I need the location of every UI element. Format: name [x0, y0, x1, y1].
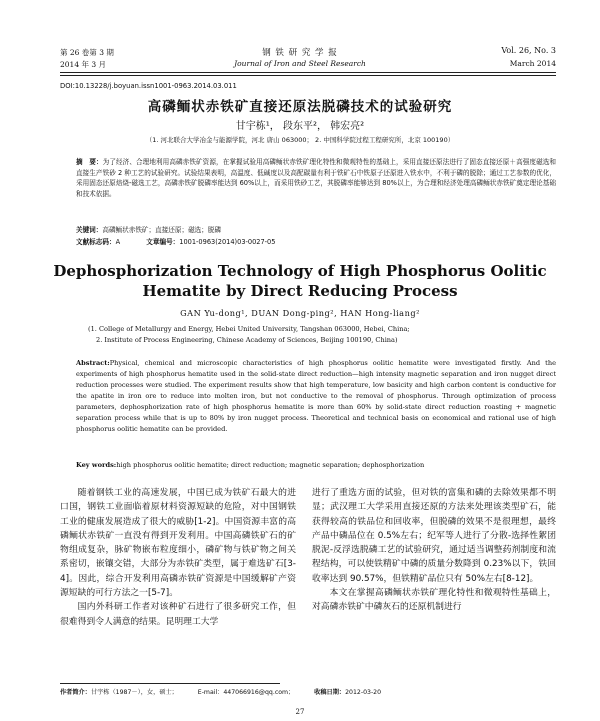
body-right-paragraph-2: 本文在掌握高磷鲕状赤铁矿理化特性和微观特性基础上，对高磷赤铁矿中磷灰石的还原机制进行 [312, 588, 556, 613]
body-left-paragraph-2: 国内外科研工作者对该种矿石进行了很多研究工作，但很难得到令人满意的结果。昆明理工大学 [60, 602, 296, 627]
header-journal-en: Journal of Iron and Steel Research [234, 59, 366, 68]
footnote-author-label: 作者简介： [60, 689, 91, 696]
footnote-rule [60, 683, 280, 684]
body-right-paragraph-1: 进行了重选方面的试验，但对铁的富集和磷的去除效果都不明显；武汉理工大学采用直接还原的方法来处理该类型矿石，能获得较高的铁品位和回收率，但脱磷的效果不是很理想，最终产品中磷品位在 0.5%左右；纪军等人进行了分散-选择性絮团脱泥-反浮选脱磷工艺的试验研究，通过适当调整药剂制度和流程结构，可以使铁精矿中磷的质量分数降到 0.23%以下，铁回收率达到 90.57%，但铁精矿品位只有 50%左右[8-12]。 [312, 488, 556, 584]
body-left-paragraph-1: 随着钢铁工业的高速发展，中国已成为铁矿石最大的进口国，钢铁工业面临着原材料资源短缺的危险，对中国钢铁工业的健康发展造成了很大的威胁[1-2]。中国资源丰富的高磷鲕状赤铁矿一直没有得到开发利用。中国高磷铁矿石的矿物组成复杂，脉矿物嵌布粒度细小，磷矿物与铁矿物之间关系密切，嵌镶交错，大部分为赤铁矿类型，属于难选矿石[3-4]。因此，综合开发利用高磷赤铁矿资源是中国缓解矿产资源短缺的可行方法之一[5-7]。 [60, 488, 296, 599]
en-affiliation-2: 2. Institute of Process Engineering, Chinese Academy of Sciences, Beijing 100190, China) [96, 336, 398, 344]
en-keywords [76, 461, 556, 469]
header-journal-cn: 钢 铁 研 究 学 报 [262, 48, 338, 58]
cn-affiliation: （1. 河北联合大学冶金与能源学院，河北 唐山 063000； 2. 中国科学院过程工程研究所，北京 100190） [145, 136, 455, 144]
en-abstract-text: Physical, chemical and microscopic characteristics of high phosphorus oolitic hematite were investigated firstly. And the experiments of high phosphorus hematite used in the solid-state direct reduction—high intensity magnetic separation and iron nugget direct reduction processes were studied. The experiment results show that high temperature, low basicity and high carbon content is conductive for the apatite in iron ore to reduce into molten iron, but not conductive to the removal of phosphorus. Through optimization of process parameters, dephosphorization rate of high phosphorus hematite is more than 60% by solid-state direct reduction roasting + magnetic separation process while that is up to 80% by iron nugget process. Theoretical and technical basis on economical and rational use of high phosphorus oolitic hematite can be provided. [76, 359, 556, 433]
en-title-line-2: Hematite by Direct Reducing Process [142, 282, 458, 300]
cn-abstract-label: 摘 要： [76, 158, 103, 166]
body-right-column [312, 486, 556, 615]
footnote-received: 2012-03-20 [345, 689, 382, 696]
en-title-line-1: Dephosphorization Technology of High Phosphorus Oolitic [53, 262, 547, 280]
footnote-email-label: E-mail： [197, 689, 224, 696]
doi: DOI:10.13228/j.boyuan.issn1001-0963.2014.03.011 [60, 82, 237, 90]
header-rule [60, 72, 556, 73]
en-keywords-label: Key words: [76, 461, 117, 469]
cn-abstract-text: 为了经济、合理地利用高磷赤铁矿资源，在掌握试验用高磷鲕状赤铁矿理化特性和微观特性的基础上，采用直接还原法进行了固态直接还原＋高强度磁选和直接生产铁砂 2 种工艺的试验研究。试验结果表明，高温度、低碱度以及高配碳量有利于铁矿石中铁原子还原进入铁水中，不利于磷的脱除；通过工艺参数的优化，采用固态还原焙烧-磁选工艺，高磷赤铁矿脱磷率能达到 60%以上，而采用铁砂工艺，其脱磷率能够达到 80%以上，为合理和经济处理高磷鲕状赤铁矿奠定理论基础和技术依据。 [76, 158, 556, 198]
cn-authors: 甘宇栋¹， 段东平²， 韩宏亮² [235, 121, 365, 132]
footnote-author: 甘宇栋（1987－），女，硕士； [90, 689, 178, 696]
page-number: 27 [295, 708, 305, 716]
en-authors: GAN Yu-dong¹, DUAN Dong-ping², HAN Hong-liang² [180, 308, 420, 318]
cn-keywords [76, 224, 556, 234]
en-abstract [76, 358, 556, 435]
footnote [60, 687, 560, 696]
cn-clc-label: 文献标志码： [76, 238, 116, 246]
cn-article-no: 1001-0963(2014)03-0027-05 [179, 238, 276, 246]
en-affiliation-1: (1. College of Metallurgy and Energy, Hebei United University, Tangshan 063000, Hebei, China; [88, 325, 410, 333]
footnote-email: 447066916@qq.com； [223, 689, 295, 696]
header-date-cn: 2014 年 3 月 [60, 60, 107, 69]
en-keywords-text: high phosphorus oolitic hematite; direct reduction; magnetic separation; dephosphorization [116, 461, 425, 469]
cn-clc: A [115, 238, 121, 246]
cn-abstract [76, 157, 556, 199]
body-left-column [60, 486, 296, 629]
cn-title: 高磷鲕状赤铁矿直接还原法脱磷技术的试验研究 [147, 99, 453, 115]
cn-keywords-text: 高磷鲕状赤铁矿；直接还原；磁选；脱磷 [102, 226, 222, 234]
footnote-received-label: 收稿日期： [314, 689, 346, 696]
header-volume-issue-en: Vol. 26, No. 3 [501, 46, 556, 55]
cn-article-no-label: 文章编号： [146, 238, 180, 246]
header-date-en: March 2014 [509, 59, 556, 68]
en-abstract-label: Abstract: [76, 359, 110, 367]
cn-keywords-label: 关键词： [76, 226, 103, 234]
header-volume-issue-cn: 第 26 卷第 3 期 [60, 48, 114, 57]
cn-classification [76, 236, 556, 246]
header-rule-thin [60, 75, 556, 76]
